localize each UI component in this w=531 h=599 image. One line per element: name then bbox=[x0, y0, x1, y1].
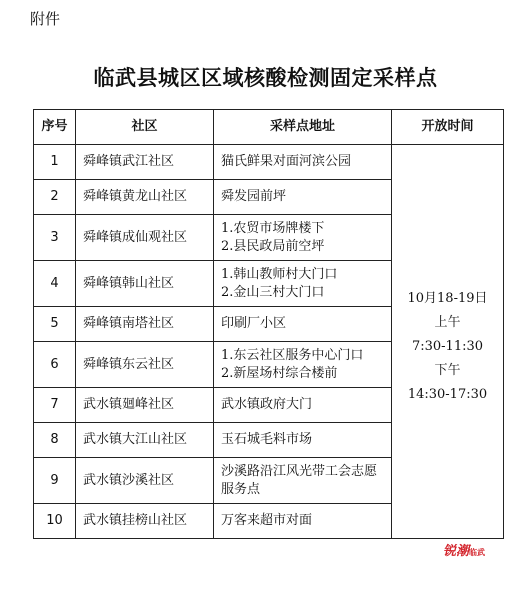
community-cell: 舜峰镇黄龙山社区 bbox=[76, 180, 214, 215]
address-line: 2.新屋场村综合楼前 bbox=[221, 365, 338, 381]
watermark-place: 临武 bbox=[469, 548, 486, 557]
table-row bbox=[34, 145, 504, 180]
address-line: 沙溪路沿江风光带工会志愿服务点 bbox=[221, 463, 378, 497]
row-number: 1 bbox=[34, 145, 76, 180]
community-cell: 舜峰镇成仙观社区 bbox=[76, 215, 214, 261]
address-cell bbox=[214, 342, 392, 388]
address-cell bbox=[214, 261, 392, 307]
row-number: 9 bbox=[34, 458, 76, 504]
address-line: 玉石城毛料市场 bbox=[221, 432, 313, 447]
open-time-afternoon-time: 14:30-17:30 bbox=[407, 386, 488, 402]
address-cell bbox=[214, 388, 392, 423]
address-line: 1.东云社区服务中心门口 bbox=[221, 347, 364, 363]
address-cell bbox=[214, 423, 392, 458]
community-cell: 舜峰镇武江社区 bbox=[76, 145, 214, 180]
row-number: 2 bbox=[34, 180, 76, 215]
row-number: 10 bbox=[34, 504, 76, 539]
community-cell: 武水镇沙溪社区 bbox=[76, 458, 214, 504]
table-header-row bbox=[34, 110, 504, 145]
sampling-points-table bbox=[33, 109, 504, 539]
address-line: 2.县民政局前空坪 bbox=[221, 238, 325, 254]
address-line: 万客来超市对面 bbox=[221, 513, 313, 528]
address-line: 1.农贸市场牌楼下 bbox=[221, 220, 325, 236]
community-cell: 舜峰镇韩山社区 bbox=[76, 261, 214, 307]
address-cell bbox=[214, 215, 392, 261]
row-number: 4 bbox=[34, 261, 76, 307]
address-cell bbox=[214, 307, 392, 342]
address-cell bbox=[214, 458, 392, 504]
address-line: 武水镇政府大门 bbox=[221, 397, 313, 412]
row-number: 8 bbox=[34, 423, 76, 458]
address-line: 2.金山三村大门口 bbox=[221, 284, 325, 300]
address-cell bbox=[214, 180, 392, 215]
page-title: 临武县城区区域核酸检测固定采样点 bbox=[93, 66, 438, 90]
row-number: 3 bbox=[34, 215, 76, 261]
community-cell: 武水镇廻峰社区 bbox=[76, 388, 214, 423]
address-line: 舜发园前坪 bbox=[221, 189, 287, 204]
row-number: 6 bbox=[34, 342, 76, 388]
open-time-morning-label: 上午 bbox=[434, 314, 461, 330]
community-cell: 舜峰镇南塔社区 bbox=[76, 307, 214, 342]
col-header-community: 社区 bbox=[76, 110, 214, 145]
col-header-address: 采样点地址 bbox=[214, 110, 392, 145]
community-cell: 武水镇大江山社区 bbox=[76, 423, 214, 458]
open-time-date: 10月18-19日 bbox=[407, 290, 488, 306]
community-cell: 武水镇挂榜山社区 bbox=[76, 504, 214, 539]
open-time-afternoon-label: 下午 bbox=[434, 362, 461, 378]
row-number: 5 bbox=[34, 307, 76, 342]
address-cell bbox=[214, 504, 392, 539]
attachment-label: 附件 bbox=[30, 10, 61, 28]
col-header-open-time: 开放时间 bbox=[392, 110, 504, 145]
address-line: 印刷厂小区 bbox=[221, 316, 287, 331]
watermark-logo bbox=[443, 540, 485, 559]
address-line: 1.韩山教师村大门口 bbox=[221, 266, 338, 282]
col-header-number: 序号 bbox=[34, 110, 76, 145]
address-cell bbox=[214, 145, 392, 180]
community-cell: 舜峰镇东云社区 bbox=[76, 342, 214, 388]
open-time-morning-time: 7:30-11:30 bbox=[411, 338, 484, 354]
watermark-brand: 锐潮 bbox=[443, 544, 470, 559]
open-time-cell bbox=[392, 145, 504, 539]
address-line: 猫氏鲜果对面河滨公园 bbox=[221, 154, 352, 169]
row-number: 7 bbox=[34, 388, 76, 423]
